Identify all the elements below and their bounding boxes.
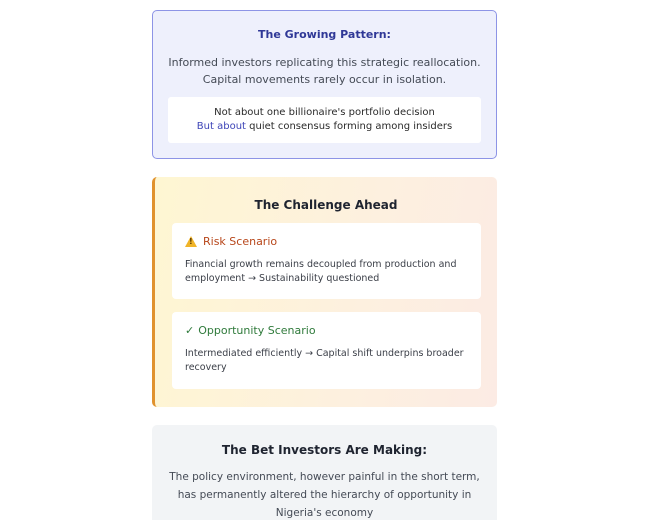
check-icon: ✓ [185,324,195,337]
risk-scenario-text: Financial growth remains decoupled from production and employment → Sustainability questioned [185,259,457,284]
opportunity-scenario-heading [185,324,469,338]
callout-accent-text: But about [196,121,246,132]
challenge-ahead-title: The Challenge Ahead [254,198,398,212]
growing-pattern-title: The Growing Pattern: [258,28,391,41]
investor-bet-line-2: has permanently altered the hierarchy of opportunity in [177,489,472,501]
callout-line-1: Not about one billionaire's portfolio decision [214,107,435,118]
risk-scenario-box [172,223,481,299]
callout-line-2 [168,120,481,134]
investor-bet-body [168,468,481,520]
growing-pattern-line-1: Informed investors replicating this strategic reallocation. [168,56,481,69]
opportunity-scenario-box [172,312,481,389]
risk-scenario-label: Risk Scenario [203,235,278,248]
warning-icon [185,236,197,247]
investor-bet-line-1: The policy environment, however painful in the short term, [169,471,480,483]
opportunity-scenario-text: Intermediated efficiently → Capital shift underpins broader recovery [185,348,464,373]
growing-pattern-card [152,10,497,159]
growing-pattern-body [153,54,496,88]
opportunity-scenario-label: Opportunity Scenario [198,324,316,337]
growing-pattern-line-2: Capital movements rarely occur in isolation. [202,73,447,86]
investor-bet-title: The Bet Investors Are Making: [221,443,428,457]
growing-pattern-callout [168,97,481,143]
callout-rest-text: quiet consensus forming among insiders [245,121,453,132]
risk-scenario-heading [185,235,469,249]
challenge-ahead-card [152,177,497,407]
investor-bet-line-3: Nigeria's economy [275,507,374,519]
investor-bet-card [152,425,497,520]
